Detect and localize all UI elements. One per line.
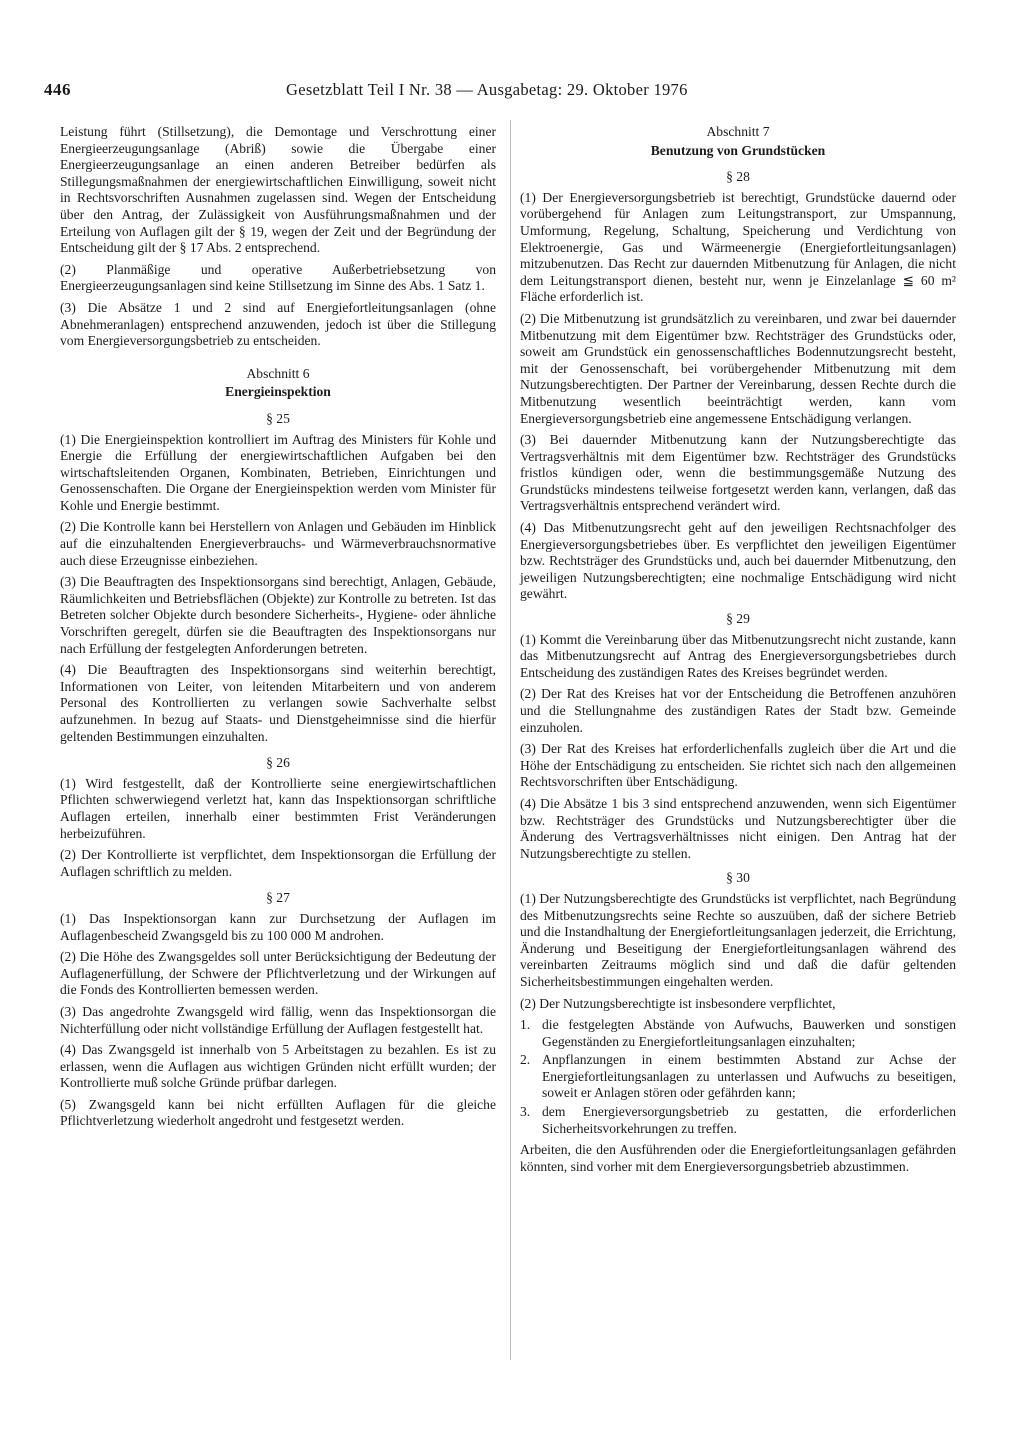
paragraph-heading: § 26 bbox=[266, 755, 290, 771]
section-title: Benutzung von Grundstücken bbox=[650, 142, 826, 158]
paragraph: Leistung führt (Stillsetzung), die Demontage und Verschrottung einer Energieerzeugungsanlage (Abriß) sowie die Übergabe einer Energieerzeugungsanlage an einen anderen Betreiber bedürfen als Stillegungsmaßnahmen der energiewirtschaftlichen Einwilligung, soweit nicht in Rechtsvorschriften Ausnahmen zugelassen sind. Wegen der Entscheidung über den Antrag, der Zulässigkeit von Ausführungsmaßnahmen und der Erteilung von Auflagen gilt der § 19, wegen der Zeit und der Begründung der Entscheidung gilt der § 17 Abs. 2 entsprechend. bbox=[60, 124, 496, 256]
paragraph: (2) Planmäßige und operative Außerbetriebsetzung von Energieerzeugungsanlagen sind keine Stillsetzung im Sinne des Abs. 1 Satz 1. bbox=[60, 261, 496, 294]
paragraph: (2) Der Nutzungsberechtigte ist insbesondere verpflichtet, bbox=[520, 995, 836, 1011]
paragraph: (3) Die Absätze 1 und 2 sind auf Energiefortleitungsanlagen (ohne Abnehmeranlagen) entsprechend anzuwenden, jedoch ist über die Stillegung vom Energieversorgungsbetrieb zu entscheiden. bbox=[60, 299, 496, 349]
paragraph: (1) Der Energieversorgungsbetrieb ist berechtigt, Grundstücke dauernd oder vorübergehend für Anlagen zum Leitungstransport, zur Umspannung, Umformung, Regelung, Schaltung, Speicherung und Verdichtung von Elektroenergie, Gas und Wärmeenergie (Energiefortleitungsanlagen) mitzubenutzen. Das Recht zur dauernden Mitbenutzung für Anlagen, die nicht dem Leitungstransport dienen, besteht nur, wenn je Einzelanlage ≦ 60 m² Fläche erforderlich ist. bbox=[520, 189, 956, 305]
paragraph-heading: § 28 bbox=[726, 169, 750, 185]
paragraph-heading: § 25 bbox=[266, 410, 290, 426]
list-item-number: 1. bbox=[520, 1017, 531, 1033]
section-label: Abschnitt 7 bbox=[706, 124, 770, 139]
paragraph: (4) Die Absätze 1 bis 3 sind entsprechend anzuwenden, wenn sich Eigentümer bzw. Rechtsträger des Grundstücks und Nutzungsberechtigter über die Änderung des Vertragsverhältnisses nicht einigen. Den Antrag hat der Nutzungsberechtigte zu stellen. bbox=[520, 795, 956, 861]
page-header bbox=[44, 80, 980, 106]
enumerated-list bbox=[520, 1017, 956, 1137]
list-item-text: Anpflanzungen in einem bestimmten Abstand zur Achse der Energiefortleitungsanlagen zu unterlassen und Aufwuchs zu beseitigen, soweit er Anlagen stören oder gefährden kann; bbox=[542, 1052, 956, 1101]
list-item bbox=[520, 1104, 956, 1137]
paragraph: (2) Die Höhe des Zwangsgeldes soll unter Berücksichtigung der Bedeutung der Auflagenerfüllung, der Schwere der Pflichtverletzung und der Wirkungen auf die Fonds des Kontrollierten bemessen werden. bbox=[60, 949, 496, 998]
list-item bbox=[520, 1017, 956, 1050]
paragraph: (3) Der Rat des Kreises hat erforderlichenfalls zugleich über die Art und die Höhe der Entschädigung zu entscheiden. Sie richtet sich nach den allgemeinen Rechtsvorschriften über Entschädigung. bbox=[520, 741, 956, 790]
paragraph-heading: § 27 bbox=[266, 890, 290, 906]
right-column bbox=[520, 124, 956, 1180]
paragraph: (4) Das Zwangsgeld ist innerhalb von 5 Arbeitstagen zu bezahlen. Es ist zu erlassen, wenn die Auflagen aus wichtigen Gründen nicht erfüllt wurden; der Kontrollierte muß solche Gründe prüfbar darlegen. bbox=[60, 1042, 496, 1091]
paragraph: (1) Wird festgestellt, daß der Kontrollierte seine energiewirtschaftlichen Pflichten schwerwiegend verletzt hat, kann das Inspektionsorgan schriftliche Auflagen erteilen, innerhalb einer bestimmten Frist Veränderungen herbeizuführen. bbox=[60, 775, 496, 841]
list-item-number: 3. bbox=[520, 1104, 531, 1120]
paragraph: (1) Kommt die Vereinbarung über das Mitbenutzungsrecht nicht zustande, kann das Mitbenutzungsrecht auf Antrag des Energieversorgungsbetriebes durch Entscheidung des zuständigen Rates des Kreises begründet werden. bbox=[520, 631, 956, 680]
list-item bbox=[520, 1052, 956, 1102]
column-divider bbox=[510, 120, 511, 1360]
page-number: 446 bbox=[44, 80, 71, 99]
running-title: Gesetzblatt Teil I Nr. 38 — Ausgabetag: 29. Oktober 1976 bbox=[286, 80, 688, 99]
paragraph: (1) Der Nutzungsberechtigte des Grundstücks ist verpflichtet, nach Begründung des Mitbenutzungsrechts seine Rechte so auszuüben, daß der sichere Betrieb und die Instandhaltung der Energiefortleitungsanlagen jederzeit, die Errichtung, Änderung und Beseitigung der Energiefortleitungsanlagen während des vereinbarten Zeitraums möglich sind und daß die dafür geltenden Sicherheitsbestimmungen eingehalten werden. bbox=[520, 890, 956, 989]
paragraph: (1) Das Inspektionsorgan kann zur Durchsetzung der Auflagen im Auflagenbescheid Zwangsgeld bis zu 100 000 M androhen. bbox=[60, 910, 496, 943]
list-item-text: dem Energieversorgungsbetrieb zu gestatten, die erforderlichen Sicherheitsvorkehrungen zu treffen. bbox=[542, 1104, 956, 1136]
list-item-text: die festgelegten Abstände von Aufwuchs, Bauwerken und sonstigen Gegenständen zu Energiefortleitungsanlagen einzuhalten; bbox=[542, 1017, 956, 1049]
paragraph: (3) Bei dauernder Mitbenutzung kann der Nutzungsberechtigte das Vertragsverhältnis mit dem Eigentümer bzw. Rechtsträger des Grundstücks fristlos kündigen oder, wenn die bestimmungsgemäße Nutzung des Grundstücks mindestens teilweise fortgesetzt werden kann, verlangen, daß das Vertragsverhältnis entsprechend verändert wird. bbox=[520, 432, 956, 514]
paragraph: (3) Das angedrohte Zwangsgeld wird fällig, wenn das Inspektionsorgan die Nichterfüllung oder nicht vollständige Erfüllung der Auflagen festgestellt hat. bbox=[60, 1003, 496, 1036]
paragraph-heading: § 29 bbox=[726, 611, 750, 627]
paragraph: (1) Die Energieinspektion kontrolliert im Auftrag des Ministers für Kohle und Energie die Erfüllung der energiewirtschaftlichen Aufgaben bei den wirtschaftsleitenden Organen, Kombinaten, Betrieben, Einrichtungen und Genossenschaften. Die Organe der Energieinspektion werden vom Minister für Kohle und Energie bestimmt. bbox=[60, 431, 496, 513]
list-item-number: 2. bbox=[520, 1052, 531, 1068]
section-label: Abschnitt 6 bbox=[246, 365, 310, 381]
paragraph: (2) Der Rat des Kreises hat vor der Entscheidung die Betroffenen anzuhören und die Stellungnahme des zuständigen Rates der Stadt bzw. Gemeinde einzuholen. bbox=[520, 686, 956, 735]
paragraph: (2) Die Mitbenutzung ist grundsätzlich zu vereinbaren, und zwar bei dauernder Mitbenutzung mit dem Eigentümer bzw. Rechtsträger des Grundstücks oder, soweit am Grundstück ein genossenschaftliches Bodennutzungsrecht besteht, mit der Genossenschaft, bei vorübergehender Mitbenutzung mit dem Nutzungsberechtigten. Der Partner der Vereinbarung, dessen Rechte durch die Mitbenutzung wesentlich beeinträchtigt werden, kann vom Energieversorgungsbetrieb eine angemessene Entschädigung verlangen. bbox=[520, 310, 956, 426]
paragraph: (4) Das Mitbenutzungsrecht geht auf den jeweiligen Rechtsnachfolger des Energieversorgungsbetriebes über. Es verpflichtet den jeweiligen Eigentümer bzw. Rechtsträger des Grundstücks und, auch bei dauernder Mitbenutzung, den jeweiligen Nutzungsberechtigten; eine nochmalige Entschädigung wird nicht gewährt. bbox=[520, 520, 956, 602]
paragraph: (4) Die Beauftragten des Inspektionsorgans sind weiterhin berechtigt, Informationen von Leiter, von leitenden Mitarbeitern und von anderem Personal des Kontrollierten zu verlangen sowie Sachverhalte selbst aufzunehmen. In bezug auf Staats- und Dienstgeheimnisse sind die hierfür geltenden Bestimmungen einzuhalten. bbox=[60, 662, 496, 744]
paragraph: (2) Die Kontrolle kann bei Herstellern von Anlagen und Gebäuden im Hinblick auf die einzuhaltenden Energieverbrauchs- und Wärmeverbrauchsnormative auch diese Erzeugnisse einbeziehen. bbox=[60, 519, 496, 568]
section-title: Energieinspektion bbox=[225, 384, 331, 400]
left-column bbox=[60, 124, 496, 1135]
paragraph-heading: § 30 bbox=[726, 870, 750, 886]
paragraph: (5) Zwangsgeld kann bei nicht erfüllten Auflagen für die gleiche Pflichtverletzung wiederholt angedroht und festgesetzt werden. bbox=[60, 1096, 496, 1129]
paragraph: (2) Der Kontrollierte ist verpflichtet, dem Inspektionsorgan die Erfüllung der Auflagen schriftlich zu melden. bbox=[60, 847, 496, 879]
paragraph: Arbeiten, die den Ausführenden oder die Energiefortleitungsanlagen gefährden könnten, sind vorher mit dem Energieversorgungsbetrieb abzustimmen. bbox=[520, 1142, 956, 1174]
paragraph: (3) Die Beauftragten des Inspektionsorgans sind berechtigt, Anlagen, Gebäude, Räumlichkeiten und Betriebsflächen (Objekte) zur Kontrolle zu betreten. Ist das Betreten solcher Objekte durch besondere Sicherheits-, Hygiene- oder ähnliche Vorschriften geregelt, dürfen sie die Beauftragten des Inspektionsorgans nur nach Erfüllung der festgelegten Anforderungen betreten. bbox=[60, 574, 496, 656]
